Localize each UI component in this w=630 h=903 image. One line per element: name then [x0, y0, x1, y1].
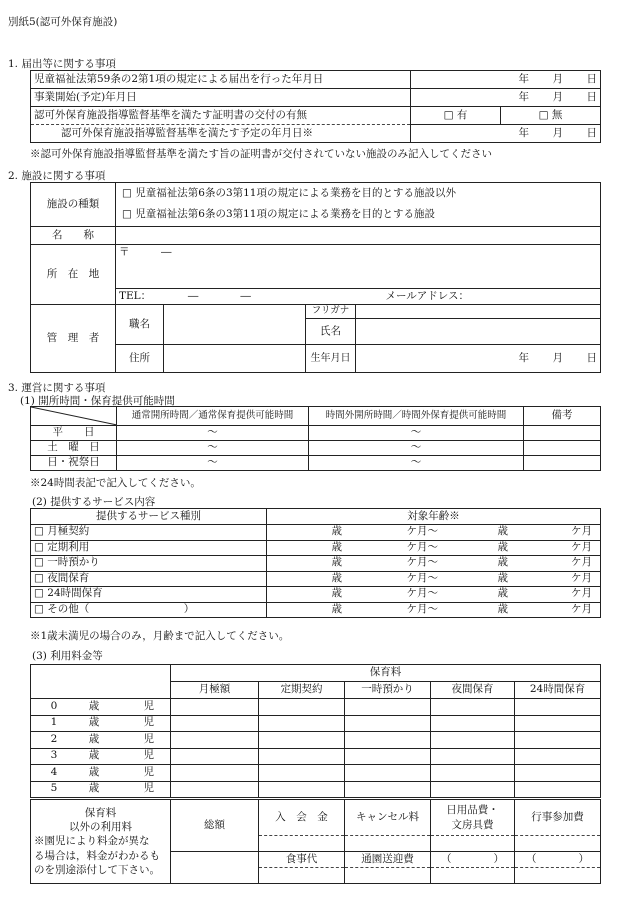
- fee-cell[interactable]: [259, 781, 345, 798]
- extra-fee1[interactable]: （ ）: [431, 852, 515, 868]
- other-fee-label: 保育料 以外の利用料 ※園児により料金が異な る場合は，料金がわかるも のを別途添付して下さい。: [31, 800, 171, 884]
- total-value[interactable]: [171, 852, 259, 884]
- s1-row1-label: 児童福祉法第59条の2第1項の規定による届出を行った年月日: [31, 71, 411, 89]
- svc-row-label[interactable]: □ その他（ ）: [31, 602, 267, 618]
- tel-field[interactable]: TEL： ― ―: [116, 289, 356, 305]
- fee-age-row-label: 4 歳 児: [31, 765, 171, 782]
- section3-heading: 3. 運営に関する事項: [8, 382, 106, 394]
- extra-fee1-value[interactable]: [431, 868, 515, 884]
- fee-cell[interactable]: [431, 765, 515, 782]
- section2-heading: 2. 施設に関する事項: [8, 170, 106, 182]
- svc-row-label[interactable]: □ 一時預かり: [31, 556, 267, 572]
- nyukai-value[interactable]: [259, 836, 345, 852]
- fee-cell[interactable]: [259, 699, 345, 716]
- email-field[interactable]: メールアドレス：: [356, 289, 601, 305]
- fee-corner: [31, 665, 171, 699]
- address-label: 所 在 地: [31, 245, 116, 305]
- shokumei-label: 職名: [116, 305, 164, 345]
- cancel-label: キャンセル料: [345, 800, 431, 836]
- birth-label: 生年月日: [306, 345, 356, 373]
- nyukai-label: 入 会 金: [259, 800, 345, 836]
- svc-header-age: 対象年齢※: [267, 509, 601, 525]
- address-field[interactable]: 〒 ―: [116, 245, 601, 289]
- section1-heading: 1. 届出等に関する事項: [8, 58, 116, 70]
- fee-cell[interactable]: [259, 732, 345, 749]
- hours-table: [30, 406, 601, 471]
- shokuji-value[interactable]: [259, 868, 345, 884]
- form-id: 別紙5(認可外保育施設): [8, 16, 118, 28]
- gyoji-value[interactable]: [515, 836, 601, 852]
- sub1-heading: (1) 開所時間・保育提供可能時間: [20, 395, 175, 407]
- hours-corner: [31, 407, 117, 426]
- svc-row-age[interactable]: 歳 ケ月～ 歳 ケ月: [267, 525, 601, 541]
- extra-fee2-value[interactable]: [515, 868, 601, 884]
- section1-table: [30, 70, 601, 143]
- hours-row-holiday: 日・祝祭日: [31, 456, 117, 471]
- fee-cell[interactable]: [259, 715, 345, 732]
- sougei-label: 通園送迎費: [345, 852, 431, 868]
- fee-header-regular: 定期契約: [259, 682, 345, 699]
- hours-header-remarks: 備考: [524, 407, 601, 426]
- fee-cell[interactable]: [345, 699, 431, 716]
- fee-cell[interactable]: [171, 715, 259, 732]
- fee-cell[interactable]: [515, 765, 601, 782]
- svc-header-type: 提供するサービス種別: [31, 509, 267, 525]
- facility-type-label: 施設の種類: [31, 183, 116, 227]
- s1-row1-date[interactable]: 年 月 日: [411, 71, 601, 89]
- fee-age-row-label: 1 歳 児: [31, 715, 171, 732]
- facility-type-option2[interactable]: □ 児童福祉法第6条の3第11項の規定による業務を目的とする施設: [116, 205, 601, 227]
- fee-cell[interactable]: [259, 748, 345, 765]
- name-field[interactable]: [116, 227, 601, 245]
- hours-saturday-remarks[interactable]: [524, 441, 601, 456]
- fee-cell[interactable]: [345, 748, 431, 765]
- checkbox-no[interactable]: □ 無: [501, 107, 601, 125]
- fee-cell[interactable]: [431, 732, 515, 749]
- fee-cell[interactable]: [345, 765, 431, 782]
- svc-row-label[interactable]: □ 24時間保育: [31, 587, 267, 603]
- cancel-value[interactable]: [345, 836, 431, 852]
- shimei-label: 氏名: [306, 319, 356, 345]
- fee-cell[interactable]: [515, 732, 601, 749]
- total-label: 総額: [171, 800, 259, 852]
- fee-cell[interactable]: [171, 781, 259, 798]
- s1-row3-label: 認可外保育施設指導監督基準を満たす証明書の交付の有無: [31, 107, 411, 125]
- diagonal-line: [31, 407, 117, 425]
- fee-cell[interactable]: [345, 715, 431, 732]
- hours-note: ※24時間表記で記入してください。: [30, 477, 201, 489]
- hours-header-normal: 通常開所時間／通常保育提供可能時間: [117, 407, 309, 426]
- hours-saturday-normal[interactable]: ～: [117, 441, 309, 456]
- s1-row2-label: 事業開始(予定)年月日: [31, 89, 411, 107]
- fee-cell[interactable]: [345, 732, 431, 749]
- fee-header-monthly: 月極額: [171, 682, 259, 699]
- extra-fee2[interactable]: （ ）: [515, 852, 601, 868]
- checkbox-yes[interactable]: □ 有: [411, 107, 501, 125]
- fee-group-header: 保育料: [171, 665, 601, 682]
- fee-cell[interactable]: [431, 748, 515, 765]
- fee-header-24h: 24時間保育: [515, 682, 601, 699]
- section2-table: [30, 182, 601, 373]
- fee-age-row-label: 3 歳 児: [31, 748, 171, 765]
- fee-header-temporary: 一時預かり: [345, 682, 431, 699]
- hours-holiday-extra[interactable]: ～: [309, 456, 524, 471]
- service-table: [30, 508, 601, 618]
- svc-row-age[interactable]: 歳 ケ月～ 歳 ケ月: [267, 556, 601, 572]
- shokuji-label: 食事代: [259, 852, 345, 868]
- shimei-field[interactable]: [356, 319, 601, 345]
- fee-cell[interactable]: [515, 715, 601, 732]
- svc-row-label[interactable]: □ 定期利用: [31, 540, 267, 556]
- fee-age-row-label: 2 歳 児: [31, 732, 171, 749]
- fee-cell[interactable]: [345, 781, 431, 798]
- hours-saturday-extra[interactable]: ～: [309, 441, 524, 456]
- svc-row-age[interactable]: 歳 ケ月～ 歳 ケ月: [267, 540, 601, 556]
- facility-type-option1[interactable]: □ 児童福祉法第6条の3第11項の規定による業務を目的とする施設以外: [116, 183, 601, 205]
- sub2-heading: (2) 提供するサービス内容: [32, 496, 156, 508]
- fee-cell[interactable]: [431, 781, 515, 798]
- fee-cell[interactable]: [171, 765, 259, 782]
- jusho-field[interactable]: [164, 345, 306, 373]
- hours-weekday-normal[interactable]: ～: [117, 426, 309, 441]
- nichiyo-value[interactable]: [431, 836, 515, 852]
- svc-row-age[interactable]: 歳 ケ月～ 歳 ケ月: [267, 602, 601, 618]
- fee-cell[interactable]: [431, 699, 515, 716]
- svc-note: ※1歳未満児の場合のみ，月齢まで記入してください。: [30, 630, 290, 642]
- fee-cell[interactable]: [515, 781, 601, 798]
- admin-label: 管 理 者: [31, 305, 116, 373]
- gyoji-label: 行事参加費: [515, 800, 601, 836]
- hours-holiday-normal[interactable]: ～: [117, 456, 309, 471]
- fee-cell[interactable]: [171, 699, 259, 716]
- other-fee-table: [30, 799, 601, 884]
- s1-row4-date[interactable]: 年 月 日: [411, 125, 601, 143]
- hours-holiday-remarks[interactable]: [524, 456, 601, 471]
- sub3-heading: (3) 利用料金等: [32, 650, 103, 662]
- shokumei-field[interactable]: [164, 305, 306, 345]
- fee-cell[interactable]: [431, 715, 515, 732]
- svc-row-age[interactable]: 歳 ケ月～ 歳 ケ月: [267, 587, 601, 603]
- svc-row-label[interactable]: □ 夜間保育: [31, 571, 267, 587]
- fee-table: [30, 664, 601, 798]
- fee-cell[interactable]: [171, 748, 259, 765]
- fee-header-night: 夜間保育: [431, 682, 515, 699]
- fee-cell[interactable]: [259, 765, 345, 782]
- fee-cell[interactable]: [515, 699, 601, 716]
- name-label: 名 称: [31, 227, 116, 245]
- s1-note: ※認可外保育施設指導監督基準を満たす旨の証明書が交付されていない施設のみ記入してください: [30, 148, 492, 160]
- jusho-label: 住所: [116, 345, 164, 373]
- hours-weekday-extra[interactable]: ～: [309, 426, 524, 441]
- birth-field[interactable]: 年 月 日: [356, 345, 601, 373]
- fee-age-row-label: 5 歳 児: [31, 781, 171, 798]
- hours-row-weekday: 平 日: [31, 426, 117, 441]
- fee-cell[interactable]: [515, 748, 601, 765]
- nichiyo-label: 日用品費・ 文房具費: [431, 800, 515, 836]
- hours-row-saturday: 土 曜 日: [31, 441, 117, 456]
- sougei-value[interactable]: [345, 868, 431, 884]
- hours-header-extra: 時間外開所時間／時間外保育提供可能時間: [309, 407, 524, 426]
- furigana-label: フリガナ: [306, 305, 356, 319]
- fee-cell[interactable]: [171, 732, 259, 749]
- s1-row4-label: 認可外保育施設指導監督基準を満たす予定の年月日※: [31, 125, 411, 143]
- s1-row2-date[interactable]: 年 月 日: [411, 89, 601, 107]
- furigana-field[interactable]: [356, 305, 601, 319]
- svc-row-label[interactable]: □ 月極契約: [31, 525, 267, 541]
- svc-row-age[interactable]: 歳 ケ月～ 歳 ケ月: [267, 571, 601, 587]
- hours-weekday-remarks[interactable]: [524, 426, 601, 441]
- fee-age-row-label: 0 歳 児: [31, 699, 171, 716]
